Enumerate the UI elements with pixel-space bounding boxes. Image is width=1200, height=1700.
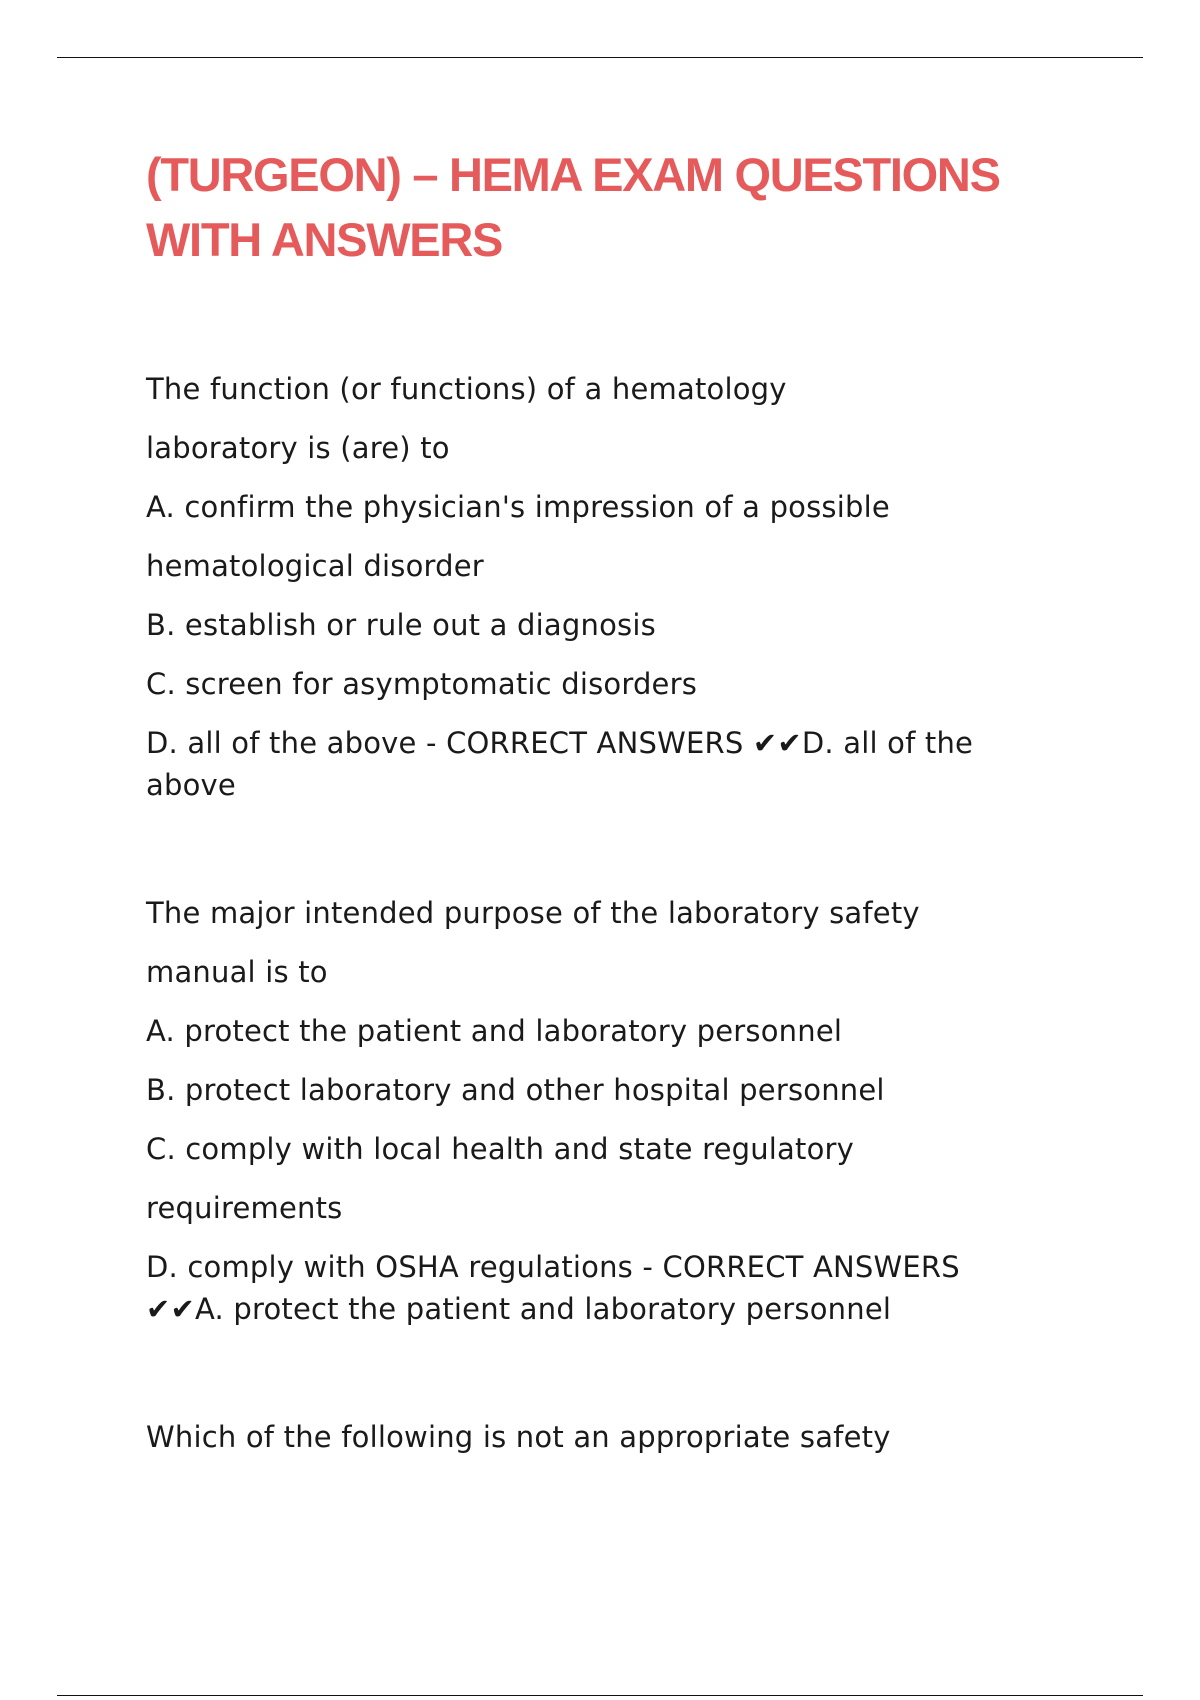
question-block xyxy=(146,884,1076,1330)
answer-block xyxy=(146,714,1076,806)
question-line: The function (or functions) of a hematology xyxy=(146,372,787,406)
option-a-continued: hematological disorder xyxy=(146,549,484,583)
question-line: manual is to xyxy=(146,955,328,989)
top-rule xyxy=(57,57,1143,58)
answer-line: ✔✔A. protect the patient and laboratory personnel xyxy=(146,1292,892,1326)
title-line: (TURGEON) – HEMA EXAM QUESTIONS xyxy=(146,148,1000,201)
answer-line: D. all of the above - CORRECT ANSWERS ✔✔D. all of the xyxy=(146,726,974,760)
question-line: The major intended purpose of the laboratory safety xyxy=(146,896,920,930)
document-body xyxy=(146,360,1076,1545)
document-title xyxy=(146,142,1086,272)
option-c-continued: requirements xyxy=(146,1191,343,1225)
option-c: C. screen for asymptomatic disorders xyxy=(146,667,698,701)
bottom-rule xyxy=(57,1695,1143,1696)
question-block xyxy=(146,360,1076,806)
title-line: WITH ANSWERS xyxy=(146,213,503,266)
option-b: B. protect laboratory and other hospital personnel xyxy=(146,1073,885,1107)
answer-block xyxy=(146,1238,1076,1330)
question-block xyxy=(146,1408,1076,1467)
option-c: C. comply with local health and state regulatory xyxy=(146,1132,855,1166)
question-line: laboratory is (are) to xyxy=(146,431,450,465)
option-b: B. establish or rule out a diagnosis xyxy=(146,608,656,642)
question-line: Which of the following is not an appropriate safety xyxy=(146,1420,891,1454)
option-a: A. protect the patient and laboratory personnel xyxy=(146,1014,843,1048)
option-a: A. confirm the physician's impression of a possible xyxy=(146,490,890,524)
answer-line: above xyxy=(146,768,236,802)
answer-line: D. comply with OSHA regulations - CORRECT ANSWERS xyxy=(146,1250,960,1284)
